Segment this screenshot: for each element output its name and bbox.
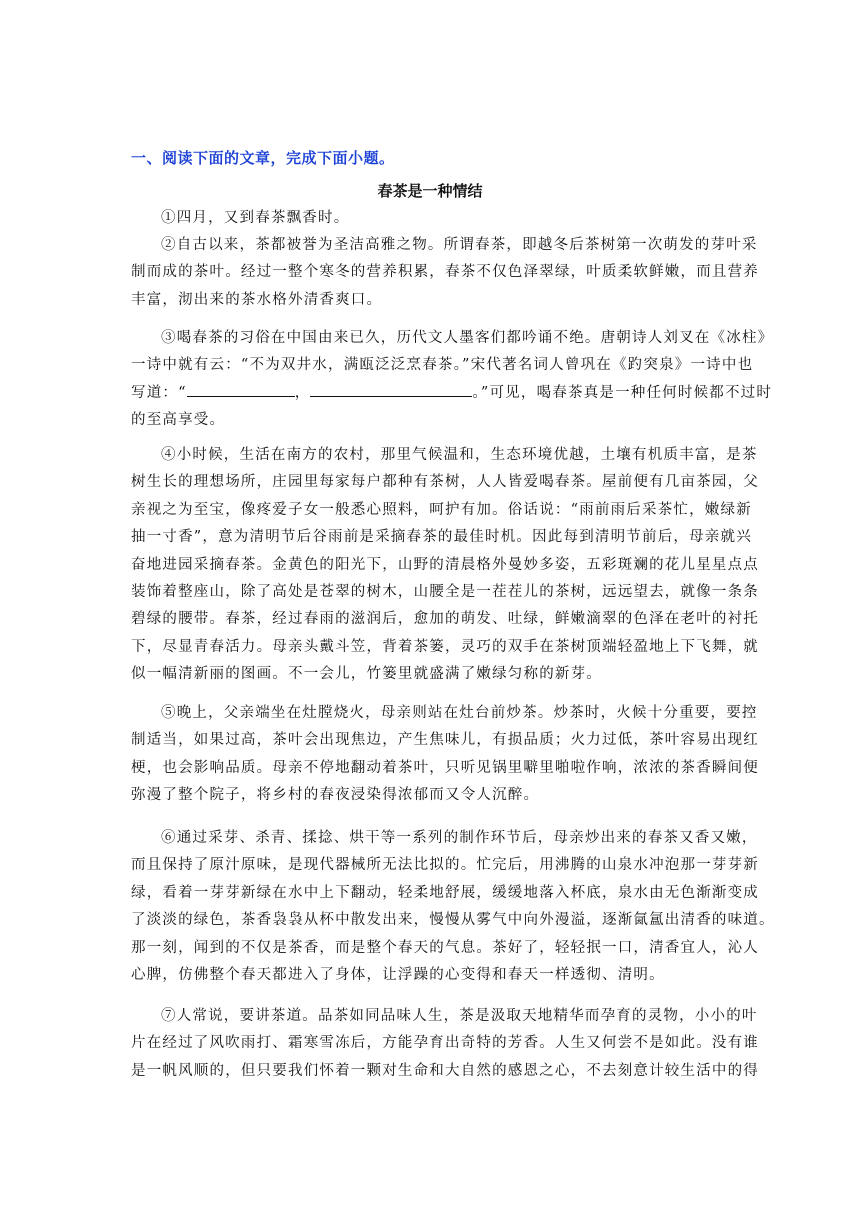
text-line: 装饰着整座山，除了高处是苍翠的树木，山腰全是一茬茬儿的茶树，远远望去，就像一条条: [131, 584, 759, 601]
text-line: ②自古以来，茶都被誉为圣洁高雅之物。所谓春茶，即越冬后茶树第一次萌发的芽叶采: [161, 237, 758, 253]
text-line: 抽一寸香”，意为清明节后谷雨前是采摘春茶的最佳时机。因此每到清明节前后，母亲就兴: [131, 529, 752, 546]
text-line: 制而成的茶叶。经过一整个寒冬的营养积累，春茶不仅色泽翠绿，叶质柔软鲜嫩，而且营养: [131, 264, 759, 281]
text-line: 奋地进园采摘春茶。金黄色的阳光下，山野的清晨格外曼妙多姿，五彩斑斓的花儿星星点点: [131, 556, 759, 573]
paragraph-2: [131, 232, 759, 314]
paragraph-1: [131, 205, 729, 232]
text-line: 是一帆风顺的，但只要我们怀着一颗对生命和大自然的感恩之心，不去刻意计较生活中的得: [131, 1062, 759, 1079]
text-line: 似一幅清新丽的图画。不一会儿，竹篓里就盛满了嫩绿匀称的新芽。: [131, 666, 602, 683]
text-segment: ，: [294, 384, 311, 401]
text-line: 那一刻，闻到的不仅是茶香，而是整个春天的气息。茶好了，轻轻抿一口，清香宜人，沁人: [131, 939, 759, 956]
text-line: 了淡淡的绿色，茶香袅袅从杯中散发出来，慢慢从雾气中向外漫溢，逐渐氤氲出清香的味道。: [131, 912, 775, 929]
text-line: 碧绿的腰带。春茶，经过春雨的滋润后，愈加的萌发、吐绿，鲜嫩滴翠的色泽在老叶的衬托: [131, 611, 759, 628]
text-line: ①四月，又到春茶飘香时。: [161, 210, 350, 226]
text-line: 丰富，沏出来的茶水格外清香爽口。: [131, 291, 383, 308]
section-heading: 一、阅读下面的文章，完成下面小题。: [131, 149, 395, 167]
paragraph-5: [131, 700, 759, 810]
text-line: 而且保持了原汁原味，是现代器械所无法比拟的。忙完后，用沸腾的山泉水冲泡那一芽芽新: [131, 857, 759, 874]
text-line: ③喝春茶的习俗在中国由来已久，历代文人墨客们都吟诵不绝。唐朝诗人刘叉在《冰柱》: [161, 330, 774, 346]
text-line: 弥漫了整个院子，将乡村的春夜浸染得浓郁而又令人沉醉。: [131, 787, 540, 804]
text-segment: 写道：“: [131, 384, 187, 401]
text-segment: 。”可见，喝春茶真是一种任何时候都不过时: [472, 384, 773, 401]
paragraph-4: [131, 442, 759, 689]
text-line: ④小时候，生活在南方的农村，那里气候温和，生态环境优越，土壤有机质丰富，是茶: [161, 447, 758, 463]
text-line-with-blanks: [131, 380, 773, 407]
text-line: ⑦人常说，要讲茶道。品茶如同品味人生，茶是汲取天地精华而孕育的灵物，小小的叶: [161, 1008, 758, 1024]
fill-in-blank-1[interactable]: [187, 382, 295, 397]
paragraph-3: [131, 325, 774, 435]
text-line: 树生长的理想场所，庄园里每家每户都种有茶树，人人皆爱喝春茶。屋前便有几亩茶园，父: [131, 474, 759, 491]
text-line: 的至高享受。: [131, 412, 226, 429]
paragraph-7: [131, 1003, 759, 1085]
paragraph-6: [131, 825, 775, 989]
text-line: 下，尽显青春活力。母亲头戴斗笠，背着茶篓，灵巧的双手在茶树顶端轻盈地上下飞舞，就: [131, 638, 759, 655]
text-line: 一诗中就有云：“不为双井水，满瓯泛泛烹春茶。”宋代著名词人曾巩在《趵突泉》一诗中也: [131, 357, 754, 374]
fill-in-blank-2[interactable]: [310, 382, 472, 397]
article-title: 春茶是一种情结: [377, 182, 483, 200]
text-line: ⑤晚上，父亲端坐在灶膛烧火，母亲则站在灶台前炒茶。炒茶时，火候十分重要，要控: [161, 705, 758, 721]
text-line: 绿，看着一芽芽新绿在水中上下翻动，轻柔地舒展，缓缓地落入杯底，泉水由无色渐渐变成: [131, 884, 759, 901]
text-line: 制适当，如果过高，茶叶会出现焦边，产生焦味儿，有损品质；火力过低，茶叶容易出现红: [131, 732, 759, 749]
text-line: 梗，也会影响品质。母亲不停地翻动着茶叶，只听见锅里噼里啪啦作响，浓浓的茶香瞬间便: [131, 759, 759, 776]
text-line: ⑥通过采芽、杀青、揉捻、烘干等一系列的制作环节后，母亲炒出来的春茶又香又嫩，: [161, 830, 758, 846]
text-line: 心脾，仿佛整个春天都进入了身体，让浮躁的心变得和春天一样透彻、清明。: [131, 967, 665, 984]
text-line: 亲视之为至宝，像疼爱子女一般悉心照料，呵护有加。俗话说：“雨前雨后采茶忙，嫩绿新: [131, 501, 752, 518]
text-line: 片在经过了风吹雨打、霜寒雪冻后，方能孕育出奇特的芳香。人生又何尝不是如此。没有谁: [131, 1035, 759, 1052]
